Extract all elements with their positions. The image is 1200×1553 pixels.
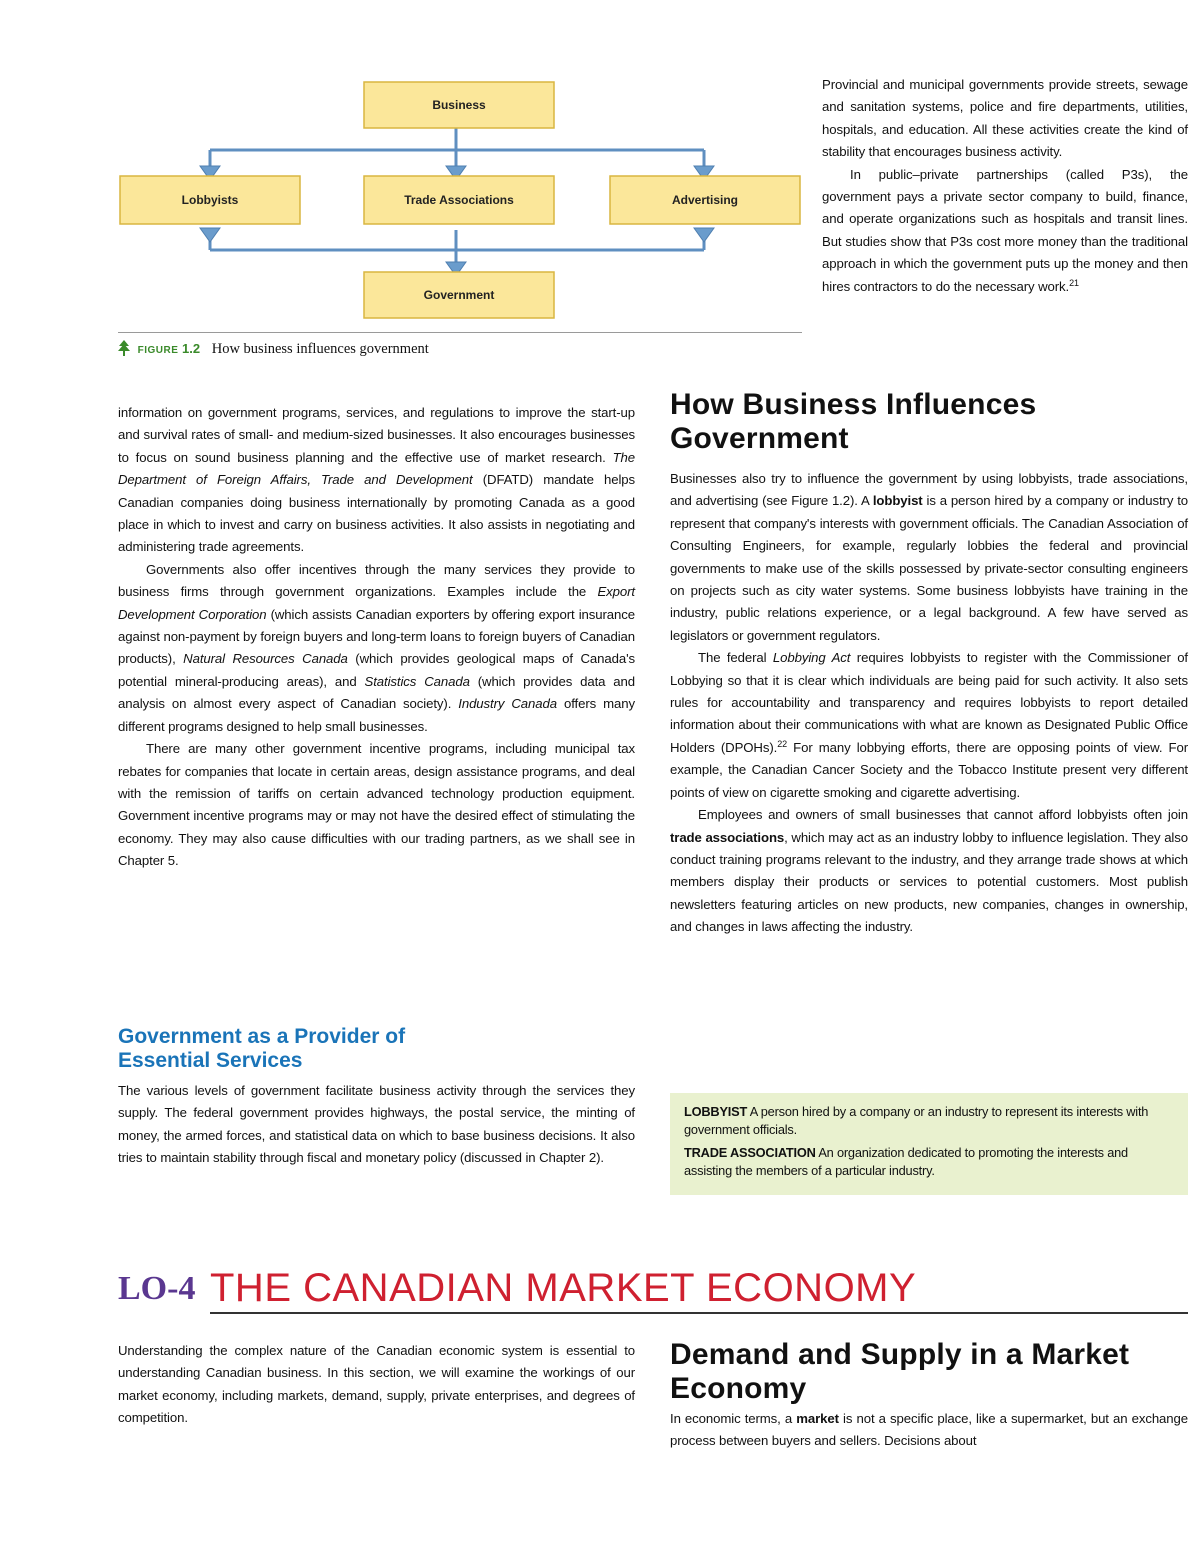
figure-label: FIGURE xyxy=(137,345,179,356)
right-paragraph-3: Employees and owners of small businesses that cannot afford lobbyists often join trade associations, which may act as an industry lobby to influence legislation. They also conduct training programs relevant to the industry, and they arrange trade shows at which members display their products or services to potential customers. Most publish newsletters featuring articles on new products, new companies, changes in ownership, and changes in laws affecting the industry. xyxy=(670,807,1188,935)
box-trade-label: Trade Associations xyxy=(404,193,514,207)
heading-provider-services: Government as a Provider of Essential Services xyxy=(118,1025,406,1072)
box-business xyxy=(364,82,554,128)
flow-diagram xyxy=(118,62,802,332)
box-government xyxy=(364,272,554,318)
learning-objective-tag: LO-4 xyxy=(118,1270,196,1307)
tree-icon xyxy=(118,340,130,356)
glossary-box xyxy=(670,1093,1188,1195)
right-top-paragraph-1: Provincial and municipal governments provide streets, sewage and sanitation systems, police and fire departments, utilities, hospitals, and education. All these activities create the kind of stability that encourages business activity. xyxy=(822,77,1188,160)
heading-business-influences: How Business Influences Government xyxy=(670,388,1037,455)
left-paragraph-2: Governments also offer incentives through the many services they provide to business firms through government organizations. Examples include the Export Development Corporation (which assists Canadian exporters by offering export insurance against non-payment by foreign buyers and long-term loans to foreign buyers of Canadian products), Natural Resources Canada (which provides geological maps of Canada's potential mineral-producing areas), and Statistics Canada (which provides data and analysis on almost every aspect of Canadian society). Industry Canada offers many different programs designed to help small businesses. xyxy=(118,561,636,734)
glossary-trade-association: TRADE ASSOCIATION An organization dedicated to promoting the interests and assisting the members of a particular industry. xyxy=(684,1145,1128,1178)
left-paragraph-4: The various levels of government facilitate business activity through the services they supply. The federal government provides highways, the postal service, the minting of money, the armed forces, and statistical data on which to base business decisions. It also tries to maintain stability through fiscal and monetary policy (discussed in Chapter 2). xyxy=(118,1083,635,1166)
heading-demand-supply: Demand and Supply in a Market Economy xyxy=(670,1338,1130,1405)
glossary-lobbyist: LOBBYIST A person hired by a company or an industry to represent its interests with government officials. xyxy=(684,1104,1149,1137)
box-trade-associations xyxy=(364,176,554,224)
left-paragraph-3: There are many other government incentive programs, including municipal tax rebates for companies that locate in certain areas, design assistance programs, and deal with the remission of tariffs on certain advanced technology production equipment. Government incentive programs may or may not have the desired effect of stimulating the economy. They may also cause difficulties with our trading partners, as we shall see in Chapter 5. xyxy=(118,741,635,869)
box-lobbyists xyxy=(120,176,300,224)
bottom-left-paragraph: Understanding the complex nature of the Canadian economic system is essential to understanding Canadian business. In this section, we will examine the workings of our market economy, including markets, demand, supply, private enterprises, and degrees of competition. xyxy=(118,1343,635,1426)
box-lobbyists-label: Lobbyists xyxy=(181,193,239,207)
section-title: THE CANADIAN MARKET ECONOMY xyxy=(210,1266,917,1310)
footnote-ref-21[interactable]: 21 xyxy=(1069,277,1079,288)
right-column xyxy=(670,468,1188,939)
glossary-term-lobbyist: LOBBYIST xyxy=(684,1104,748,1119)
bottom-left-column xyxy=(118,1340,635,1430)
right-top-column xyxy=(822,74,1188,298)
glossary-term-trade-association: TRADE ASSOCIATION xyxy=(684,1145,816,1160)
box-advertising xyxy=(610,176,800,224)
section-rule xyxy=(210,1312,1188,1314)
right-top-paragraph-2: In public–private partnerships (called P3s), the government pays a private sector company to build, finance, and operate organizations such as hospitals and transit lines. But studies show that P3s cost more money than the traditional approach in which the government puts up the money and then hires contractors to do the necessary work.$^{21}$ xyxy=(822,166,1188,294)
figure-rule xyxy=(118,332,802,333)
figure-caption xyxy=(118,340,429,358)
footnote-ref-22[interactable]: 22 xyxy=(777,738,788,749)
figure-caption-text: How business influences government xyxy=(211,341,429,357)
figure-number: 1.2 xyxy=(182,341,201,356)
bottom-right-paragraph: In economic terms, a market is not a specific place, like a supermarket, but an exchange process between buyers and sellers. Decisions about xyxy=(670,1411,1188,1449)
box-government-label: Government xyxy=(423,288,495,302)
right-paragraph-1: Businesses also try to influence the government by using lobbyists, trade associations, and advertising (see Figure 1.2). A lobbyist is a person hired by a company or industry to represent that company's interests with government officials. The Canadian Association of Consulting Engineers, for example, regularly lobbies the federal and provincial governments to make use of the skills possessed by private-sector consulting engineers on projects such as city water systems. Some business lobbyists have training in the industry, public relations experience, or a legal background. A few have served as legislators or government regulators. xyxy=(670,471,1189,643)
box-advertising-label: Advertising xyxy=(671,193,739,207)
right-paragraph-2: The federal Lobbying Act requires lobbyists to register with the Commissioner of Lobbying so that it is clear which individuals are being paid for such activity. It also sets rules for accountability and transparency and requires lobbyists to report detailed information about their communications with what are known as Designated Public Office Holders (DPOHs).$^{22}$ For many lobbying efforts, there are opposing points of view. For example, the Canadian Cancer Society and the Tobacco Institute present very different points of view on cigarette smoking and cigarette advertising. xyxy=(670,650,1189,800)
box-business-label: Business xyxy=(432,98,486,112)
figure-diagram xyxy=(118,62,802,362)
left-column xyxy=(118,402,635,873)
left-paragraph-1: information on government programs, services, and regulations to improve the start-up and survival rates of small- and medium-sized businesses. It also encourages businesses to focus on sound business planning and the effective use of market research. The Department of Foreign Affairs, Trade and Development (DFATD) mandate helps Canadian companies doing business internationally by promoting Canada as a good place in which to invest and carry on business activities. It also assists in negotiating and administering trade agreements. xyxy=(118,405,635,555)
bottom-right-column xyxy=(670,1408,1188,1453)
left-column-services xyxy=(118,1080,635,1170)
